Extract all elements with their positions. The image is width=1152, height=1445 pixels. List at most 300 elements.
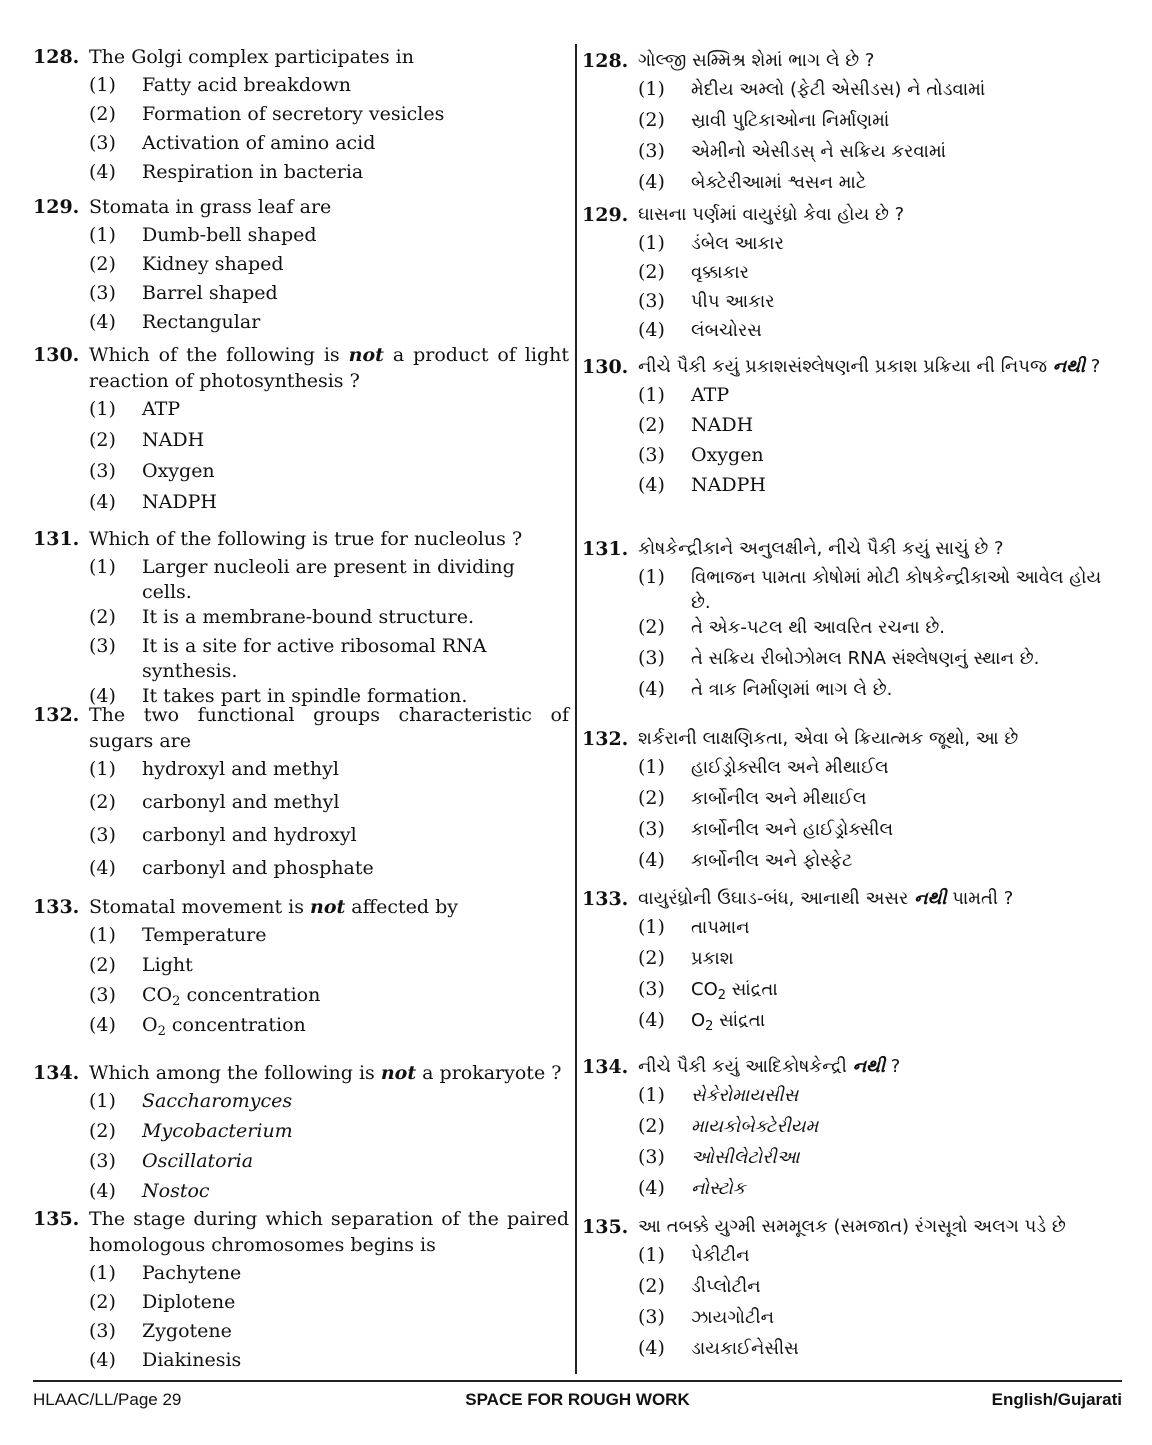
- formula-text: O: [142, 1014, 158, 1036]
- question-number: 129.: [582, 204, 629, 226]
- option-number: (3): [89, 984, 116, 1006]
- option-text: ATP: [691, 384, 730, 406]
- option-number: (1): [638, 78, 665, 100]
- option-number: (1): [89, 1090, 116, 1112]
- option-list: [582, 383, 1122, 503]
- question-text: [638, 354, 1122, 380]
- option-list: [33, 1261, 569, 1377]
- option-text: Dumb-bell shaped: [142, 224, 317, 246]
- option-list: [33, 757, 569, 889]
- question-text-pre: નીચે પૈકી કયું આદિકોષકેન્દ્રી: [638, 1056, 853, 1077]
- option-text: It is a membrane-bound structure.: [142, 606, 475, 628]
- option-list: [33, 923, 569, 1043]
- question-block: [582, 886, 1122, 1039]
- footer-page-code: HLAAC/LL/Page 29: [33, 1390, 182, 1409]
- option-number: (2): [89, 606, 116, 628]
- question-block: [33, 1206, 569, 1377]
- question-text: કોષકેન્દ્રીકાને અનુલક્ષીને, નીચે પૈકી કયું સાચું છે ?: [638, 538, 1004, 559]
- option-row: [89, 252, 569, 281]
- formula-subscript: 2: [705, 1019, 714, 1034]
- option-number: (2): [638, 414, 665, 436]
- question-text-post: ?: [885, 1056, 901, 1077]
- question-stem: [582, 536, 1122, 562]
- option-list: [582, 915, 1122, 1039]
- option-row: [638, 289, 1122, 318]
- question-text: The Golgi complex participates in: [89, 46, 414, 68]
- option-number: (2): [89, 103, 116, 125]
- question-stem: [33, 526, 569, 552]
- option-number: (1): [638, 1244, 665, 1266]
- option-text: Temperature: [142, 924, 267, 946]
- option-number: (4): [89, 161, 116, 183]
- question-text: [89, 342, 569, 394]
- option-number: (1): [89, 224, 116, 246]
- option-text: Activation of amino acid: [142, 132, 376, 154]
- option-number: (2): [638, 109, 665, 131]
- option-number: (2): [89, 253, 116, 275]
- option-number: (2): [89, 429, 116, 451]
- option-row: [89, 490, 569, 521]
- footer-rough-work: SPACE FOR ROUGH WORK: [465, 1390, 690, 1409]
- option-list: [33, 223, 569, 339]
- option-text: સ્રાવી પુટિકાઓના નિર્માણમાં: [691, 110, 890, 131]
- option-number: (4): [89, 311, 116, 333]
- question-number: 133.: [33, 896, 80, 918]
- option-number: (3): [89, 132, 116, 154]
- option-row: [89, 281, 569, 310]
- question-text: શર્કરાની લાક્ષણિકતા, એવા બે ક્રિયાત્મક જૂથો, આ છે: [638, 728, 1019, 749]
- option-text: Diplotene: [142, 1291, 236, 1313]
- option-row: [638, 318, 1122, 347]
- footer-rule: [33, 1380, 1122, 1382]
- option-row: [89, 459, 569, 490]
- option-row: [638, 473, 1122, 503]
- option-row: [89, 1013, 569, 1043]
- option-row: [89, 823, 569, 856]
- question-block: [582, 1054, 1122, 1207]
- option-row: [89, 1261, 569, 1290]
- question-text-post: a prokaryote ?: [416, 1062, 562, 1084]
- option-list: [33, 1089, 569, 1209]
- option-list: [582, 755, 1122, 879]
- question-block: [582, 726, 1122, 879]
- option-row: [89, 634, 569, 684]
- option-text: તે ત્રાક નિર્માણમાં ભાગ લે છે.: [691, 679, 893, 700]
- formula-suffix: concentration: [180, 984, 321, 1006]
- option-text: Mycobacterium: [142, 1120, 293, 1142]
- option-row: [89, 160, 569, 189]
- option-text: એમીનો એસીડસ્ ને સક્રિય કરવામાં: [691, 141, 947, 162]
- option-number: (1): [638, 232, 665, 254]
- option-text: બેક્ટેરીઆમાં શ્વસન માટે: [691, 172, 867, 193]
- formula-suffix: સાંદ્રતા: [726, 979, 778, 1000]
- question-number: 129.: [33, 196, 80, 218]
- option-text: Light: [142, 954, 193, 976]
- option-text: ATP: [142, 398, 181, 420]
- option-text: Oxygen: [691, 444, 764, 466]
- question-block: [582, 1214, 1122, 1367]
- option-number: (2): [638, 1115, 665, 1137]
- option-text: carbonyl and methyl: [142, 791, 340, 813]
- option-row: [89, 790, 569, 823]
- question-text: આ તબક્કે યુગ્મી સમમૂલક (સમજાત) રંગસૂત્રો અલગ પડે છે: [638, 1216, 1066, 1237]
- option-number: (4): [89, 1349, 116, 1371]
- option-number: (1): [89, 556, 116, 578]
- formula-subscript: 2: [157, 1024, 166, 1039]
- question-number: 134.: [33, 1062, 80, 1084]
- question-stem: [582, 1214, 1122, 1240]
- option-row: [638, 1083, 1122, 1114]
- option-number: (3): [638, 978, 665, 1000]
- question-text: ગોલ્જી સમ્મિશ્ર શેમાં ભાગ લે છે ?: [638, 50, 875, 71]
- question-text: [89, 1060, 569, 1086]
- option-text: કાર્બોનીલ અને ફોસ્ફેટ: [691, 850, 853, 871]
- question-stem: [33, 194, 569, 220]
- option-number: (1): [638, 916, 665, 938]
- option-number: (3): [89, 824, 116, 846]
- option-row: [638, 646, 1122, 677]
- question-text-emphasis: નથી: [852, 1056, 886, 1077]
- question-stem: [582, 354, 1122, 380]
- option-number: (4): [638, 678, 665, 700]
- option-text: માયકોબેક્ટેરીયમ: [691, 1116, 819, 1137]
- option-number: (2): [89, 1120, 116, 1142]
- page-footer: [33, 1390, 1122, 1416]
- option-row: [89, 428, 569, 459]
- option-number: (4): [89, 685, 116, 707]
- option-row: [638, 383, 1122, 413]
- option-number: (2): [89, 791, 116, 813]
- option-text: hydroxyl and methyl: [142, 758, 339, 780]
- option-row: [89, 923, 569, 953]
- question-stem: [582, 886, 1122, 912]
- option-row: [89, 397, 569, 428]
- option-number: (1): [638, 384, 665, 406]
- option-text: વિભાજન પામતા કોષોમાં મોટી કોષકેન્દ્રીકાઓ આવેલ હોય છે.: [691, 567, 1102, 613]
- option-number: (4): [638, 849, 665, 871]
- question-text-post: પામતી ?: [946, 888, 1014, 909]
- option-text: Nostoc: [142, 1180, 210, 1202]
- option-row: [89, 1179, 569, 1209]
- question-number: 135.: [582, 1216, 629, 1238]
- option-list: [582, 231, 1122, 347]
- question-text: The two functional groups characteristic of sugars are: [89, 704, 569, 752]
- option-row: [89, 1348, 569, 1377]
- option-row: [89, 605, 569, 634]
- option-text: Zygotene: [142, 1320, 232, 1342]
- question-text-emphasis: નથી: [1052, 356, 1086, 377]
- option-row: [89, 856, 569, 889]
- question-text: Stomata in grass leaf are: [89, 196, 332, 218]
- question-number: 132.: [582, 728, 629, 750]
- option-text: તે એક-પટલ થી આવરિત રચના છે.: [691, 617, 946, 638]
- option-list: [33, 555, 569, 713]
- question-text-post: affected by: [345, 896, 458, 918]
- option-text: carbonyl and phosphate: [142, 857, 374, 879]
- option-number: (2): [638, 616, 665, 638]
- option-number: (3): [638, 1146, 665, 1168]
- formula-text: O: [691, 1010, 706, 1031]
- formula-suffix: સાંદ્રતા: [713, 1010, 766, 1031]
- option-number: (3): [89, 460, 116, 482]
- option-number: (3): [638, 1306, 665, 1328]
- option-list: [582, 77, 1122, 201]
- question-number: 131.: [33, 528, 80, 550]
- question-number: 130.: [582, 356, 629, 378]
- question-block: [582, 48, 1122, 201]
- option-text: પેકીટીન: [691, 1245, 750, 1266]
- option-list: [33, 397, 569, 521]
- option-row: [638, 755, 1122, 786]
- option-number: (1): [638, 566, 665, 588]
- question-stem: [582, 202, 1122, 228]
- option-text: carbonyl and hydroxyl: [142, 824, 357, 846]
- option-row: [89, 1119, 569, 1149]
- option-number: (4): [89, 857, 116, 879]
- option-number: (1): [89, 924, 116, 946]
- option-text: તે સક્રિય રીબોઝોમલ RNA સંશ્લેષણનું સ્થાન છે.: [691, 648, 1040, 669]
- option-list: [582, 565, 1122, 708]
- option-number: (2): [638, 787, 665, 809]
- option-text: NADPH: [691, 474, 766, 496]
- option-text: તાપમાન: [691, 917, 750, 938]
- option-text: Fatty acid breakdown: [142, 74, 351, 96]
- option-text: It takes part in spindle formation.: [142, 685, 468, 707]
- option-row: [89, 1290, 569, 1319]
- question-number: 133.: [582, 888, 629, 910]
- question-text-emphasis: not: [310, 896, 346, 918]
- option-row: [638, 848, 1122, 879]
- question-stem: [582, 48, 1122, 74]
- option-number: (4): [89, 1014, 116, 1036]
- option-row: [89, 310, 569, 339]
- question-stem: [33, 1060, 569, 1086]
- question-text: The stage during which separation of the paired homologous chromosomes begins is: [89, 1208, 569, 1256]
- option-number: (3): [638, 140, 665, 162]
- option-text: Saccharomyces: [142, 1090, 293, 1112]
- option-row: [89, 757, 569, 790]
- option-row: [638, 565, 1122, 615]
- question-stem: [582, 1054, 1122, 1080]
- option-text: મેદીય અમ્લો (ફેટી એસીડસ) ને તોડવામાં: [691, 79, 986, 100]
- question-number: 128.: [33, 46, 80, 68]
- option-row: [638, 108, 1122, 139]
- option-text: ઝાયગોટીન: [691, 1307, 774, 1328]
- option-row: [638, 77, 1122, 108]
- question-block: [33, 526, 569, 713]
- option-number: (3): [89, 1150, 116, 1172]
- question-block: [33, 1060, 569, 1209]
- option-number: (3): [638, 290, 665, 312]
- question-block: [582, 536, 1122, 708]
- option-number: (3): [89, 635, 116, 657]
- option-row: [638, 1114, 1122, 1145]
- option-row: [638, 260, 1122, 289]
- option-text: [691, 977, 1122, 1008]
- option-number: (4): [638, 1337, 665, 1359]
- option-row: [89, 102, 569, 131]
- option-row: [638, 1243, 1122, 1274]
- option-text: ડાયકાઈનેસીસ: [691, 1338, 799, 1359]
- option-text: Pachytene: [142, 1262, 242, 1284]
- option-list: [33, 73, 569, 189]
- option-row: [89, 1319, 569, 1348]
- question-text: [638, 1054, 1122, 1080]
- formula-suffix: concentration: [165, 1014, 306, 1036]
- question-text-post: ?: [1085, 356, 1101, 377]
- question-text-pre: વાયુરંધ્રોની ઉઘાડ-બંધ, આનાથી અસર: [638, 888, 915, 909]
- option-number: (1): [638, 756, 665, 778]
- footer-language: English/Gujarati: [991, 1390, 1122, 1409]
- option-text: હાઈડ્રોક્સીલ અને મીથાઈલ: [691, 757, 889, 778]
- option-row: [638, 443, 1122, 473]
- option-text: NADH: [142, 429, 205, 451]
- option-list: [582, 1243, 1122, 1367]
- option-text: કાર્બોનીલ અને મીથાઈલ: [691, 788, 867, 809]
- option-number: (1): [638, 1084, 665, 1106]
- question-stem: [582, 726, 1122, 752]
- question-text: [638, 886, 1122, 912]
- option-row: [638, 817, 1122, 848]
- option-row: [638, 1176, 1122, 1207]
- question-text-emphasis: નથી: [914, 888, 947, 909]
- question-block: [33, 194, 569, 339]
- option-row: [638, 977, 1122, 1008]
- option-text: [691, 1008, 1122, 1039]
- option-number: (2): [638, 1275, 665, 1297]
- formula-subscript: 2: [717, 988, 727, 1003]
- option-text: NADPH: [142, 491, 217, 513]
- option-row: [638, 170, 1122, 201]
- option-text: Oscillatoria: [142, 1150, 254, 1172]
- option-number: (4): [89, 1180, 116, 1202]
- option-text: NADH: [691, 414, 754, 436]
- question-stem: [33, 44, 569, 70]
- option-number: (2): [89, 954, 116, 976]
- question-block: [33, 894, 569, 1043]
- question-number: 128.: [582, 50, 629, 72]
- option-row: [89, 131, 569, 160]
- question-text-pre: Stomatal movement is: [89, 896, 310, 918]
- question-stem: [33, 1206, 569, 1258]
- option-number: (3): [89, 282, 116, 304]
- question-text-pre: Which among the following is: [89, 1062, 381, 1084]
- option-row: [638, 615, 1122, 646]
- question-stem: [33, 702, 569, 754]
- question-stem: [33, 342, 569, 394]
- question-block: [33, 342, 569, 521]
- option-number: (2): [89, 1291, 116, 1313]
- question-number: 135.: [33, 1208, 80, 1230]
- option-number: (4): [89, 491, 116, 513]
- option-number: (3): [638, 444, 665, 466]
- question-block: [582, 202, 1122, 347]
- option-row: [89, 223, 569, 252]
- option-text: Kidney shaped: [142, 253, 284, 275]
- option-text: સેકેરોમાયસીસ: [691, 1085, 799, 1106]
- question-text-post: a product of light reaction of photosynthesis ?: [89, 344, 569, 392]
- option-text: It is a site for active ribosomal RNA synthesis.: [142, 635, 487, 682]
- option-row: [638, 1008, 1122, 1039]
- option-text: વૃક્કાકાર: [691, 262, 749, 283]
- option-number: (4): [638, 1009, 665, 1031]
- formula-text: CO: [142, 984, 173, 1006]
- option-text: ડંબેલ આકાર: [691, 233, 784, 254]
- option-text: Oxygen: [142, 460, 215, 482]
- option-number: (2): [638, 261, 665, 283]
- option-row: [638, 946, 1122, 977]
- option-row: [638, 139, 1122, 170]
- option-text: પ્રકાશ: [691, 948, 734, 969]
- question-text-pre: નીચે પૈકી કયું પ્રકાશસંશ્લેષણની પ્રકાશ પ્રક્રિયા ની નિપજ: [638, 356, 1053, 377]
- option-number: (1): [89, 1262, 116, 1284]
- option-row: [89, 983, 569, 1013]
- option-text: Respiration in bacteria: [142, 161, 364, 183]
- question-block: [582, 354, 1122, 503]
- question-text-emphasis: not: [348, 344, 384, 366]
- option-row: [89, 1089, 569, 1119]
- question-text: Which of the following is true for nucleolus ?: [89, 528, 523, 550]
- option-text: ડીપ્લોટીન: [691, 1276, 761, 1297]
- option-number: (2): [638, 947, 665, 969]
- option-number: (4): [638, 1177, 665, 1199]
- question-number: 131.: [582, 538, 629, 560]
- option-row: [638, 1305, 1122, 1336]
- question-stem: [33, 894, 569, 920]
- option-number: (1): [89, 74, 116, 96]
- option-number: (4): [638, 171, 665, 193]
- question-number: 132.: [33, 704, 80, 726]
- question-block: [33, 702, 569, 889]
- option-text: Larger nucleoli are present in dividing cells.: [142, 556, 515, 603]
- option-text: પીપ આકાર: [691, 291, 775, 312]
- formula-text: CO: [691, 979, 718, 1000]
- question-text-pre: Which of the following is: [89, 344, 349, 366]
- question-text-emphasis: not: [380, 1062, 417, 1084]
- option-text: [142, 983, 569, 1013]
- option-number: (3): [638, 818, 665, 840]
- option-number: (1): [89, 398, 116, 420]
- option-text: Barrel shaped: [142, 282, 278, 304]
- question-text: ઘાસના પર્ણમાં વાયુરંધ્રો કેવા હોય છે ?: [638, 204, 905, 225]
- option-text: નોસ્ટોક: [691, 1178, 746, 1199]
- option-row: [89, 555, 569, 605]
- question-text: [89, 894, 569, 920]
- option-row: [89, 1149, 569, 1179]
- option-number: (4): [638, 474, 665, 496]
- option-text: Diakinesis: [142, 1349, 242, 1371]
- option-text: લંબચોરસ: [691, 320, 762, 341]
- option-number: (3): [638, 647, 665, 669]
- option-text: કાર્બોનીલ અને હાઈડ્રોક્સીલ: [691, 819, 894, 840]
- formula-subscript: 2: [172, 994, 181, 1009]
- option-number: (1): [89, 758, 116, 780]
- option-text: Formation of secretory vesicles: [142, 103, 445, 125]
- option-row: [638, 786, 1122, 817]
- option-row: [638, 413, 1122, 443]
- option-row: [89, 953, 569, 983]
- option-row: [638, 1274, 1122, 1305]
- option-text: Rectangular: [142, 311, 261, 333]
- option-row: [89, 73, 569, 102]
- option-row: [638, 1336, 1122, 1367]
- option-text: ઓસીલેટોરીઆ: [691, 1147, 800, 1168]
- option-row: [638, 677, 1122, 708]
- question-block: [33, 44, 569, 189]
- option-row: [638, 915, 1122, 946]
- option-list: [582, 1083, 1122, 1207]
- question-number: 134.: [582, 1056, 629, 1078]
